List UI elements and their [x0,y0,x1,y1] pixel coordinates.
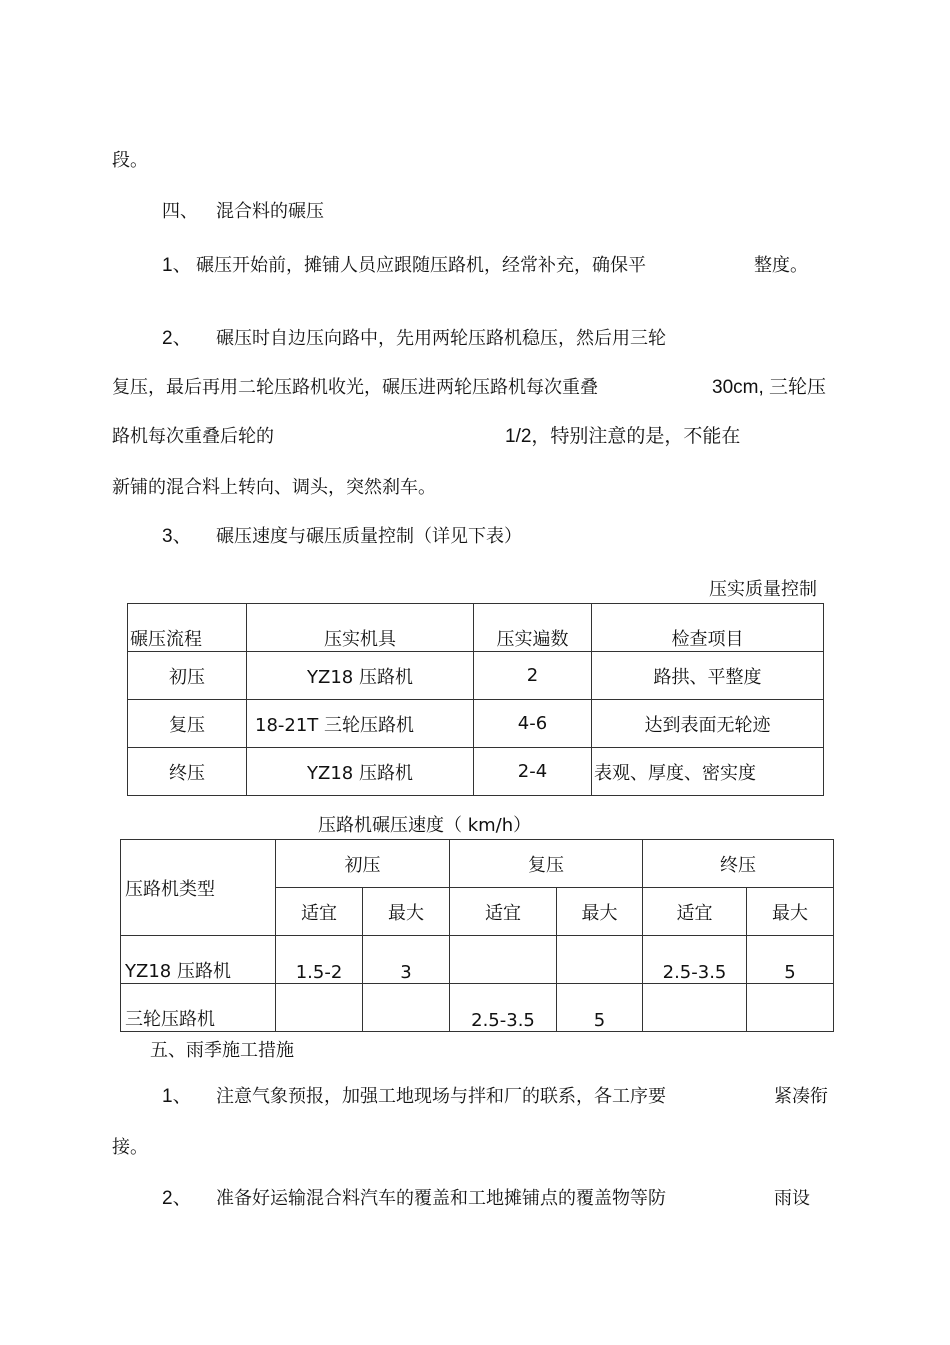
header-cell: 适宜 [450,888,557,936]
table-header-row [128,604,824,652]
header-cell: 最大 [557,888,643,936]
table-cell: 终压 [128,748,247,796]
table-cell: 5 [557,984,643,1032]
table-cell [747,984,834,1032]
header-cell: 压路机类型 [121,840,276,936]
text-line: 路机每次重叠后轮的 [112,426,274,447]
text-line: 段。 [112,150,148,171]
section-heading: 五、雨季施工措施 [150,1040,294,1061]
table-cell: 5 [747,936,834,984]
text-line: 复压，最后再用二轮压路机收光，碾压进两轮压路机每次重叠 [112,377,598,398]
text-line: 碾压时自边压向路中，先用两轮压路机稳压，然后用三轮 [216,328,666,349]
compaction-quality-table [127,603,824,796]
table-cell [557,936,643,984]
item-number: 2、 [162,328,192,349]
header-cell: 碾压流程 [128,604,247,652]
section-heading: 混合料的碾压 [216,201,324,222]
header-cell: 终压 [643,840,834,888]
header-cell: 复压 [450,840,643,888]
table-cell: 2 [474,652,592,700]
table-cell: 2.5-3.5 [450,984,557,1032]
header-cell: 初压 [276,840,450,888]
header-cell: 压实遍数 [474,604,592,652]
table-cell: 达到表面无轮迹 [592,700,824,748]
text-line: 接。 [112,1137,148,1158]
header-cell: 压实机具 [247,604,474,652]
table-cell: 表观、厚度、密实度 [592,748,824,796]
header-cell: 最大 [363,888,450,936]
text-line: 整度。 [754,255,808,276]
table-cell: 2.5-3.5 [643,936,747,984]
table-cell [276,984,363,1032]
table-header-row [121,840,834,888]
section-number: 四、 [162,201,198,222]
table-row [128,748,824,796]
table-cell: YZ18 压路机 [247,748,474,796]
table-row [121,984,834,1032]
table-cell: 3 [363,936,450,984]
roller-speed-table [120,839,834,1032]
table-cell: 4-6 [474,700,592,748]
header-cell: 检查项目 [592,604,824,652]
table-cell: 18-21T 三轮压路机 [247,700,474,748]
text-line: 注意气象预报，加强工地现场与拌和厂的联系，各工序要 [216,1086,666,1107]
table-cell [643,984,747,1032]
text-line: 碾压速度与碾压质量控制（详见下表） [216,526,522,547]
text-line: 雨设 [774,1188,810,1209]
header-cell: 适宜 [643,888,747,936]
table-caption: 压实质量控制 [709,579,817,600]
header-cell: 适宜 [276,888,363,936]
table-row [121,936,834,984]
text-line: 紧凑衔 [774,1086,828,1107]
table-cell: 2-4 [474,748,592,796]
table-cell: 路拱、平整度 [592,652,824,700]
table-cell: 初压 [128,652,247,700]
item-number: 3、 [162,526,192,547]
table-caption: 压路机碾压速度（ km/h） [318,815,532,836]
table-cell [450,936,557,984]
table-row [128,652,824,700]
table-cell: YZ18 压路机 [121,936,276,984]
item-number: 1、 [162,255,192,276]
table-cell: 复压 [128,700,247,748]
text-line: 1/2，特别注意的是，不能在 [505,426,741,447]
header-cell: 最大 [747,888,834,936]
table-row [128,700,824,748]
item-number: 2、 [162,1188,192,1209]
text-line: 新铺的混合料上转向、调头，突然刹车。 [112,477,436,498]
text-line: 30cm, 三轮压 [712,377,827,398]
item-number: 1、 [162,1086,192,1107]
table-cell: YZ18 压路机 [247,652,474,700]
text-line: 准备好运输混合料汽车的覆盖和工地摊铺点的覆盖物等防 [216,1188,666,1209]
table-cell: 三轮压路机 [121,984,276,1032]
table-cell [363,984,450,1032]
text-line: 碾压开始前，摊铺人员应跟随压路机，经常补充，确保平 [196,255,646,276]
table-cell: 1.5-2 [276,936,363,984]
